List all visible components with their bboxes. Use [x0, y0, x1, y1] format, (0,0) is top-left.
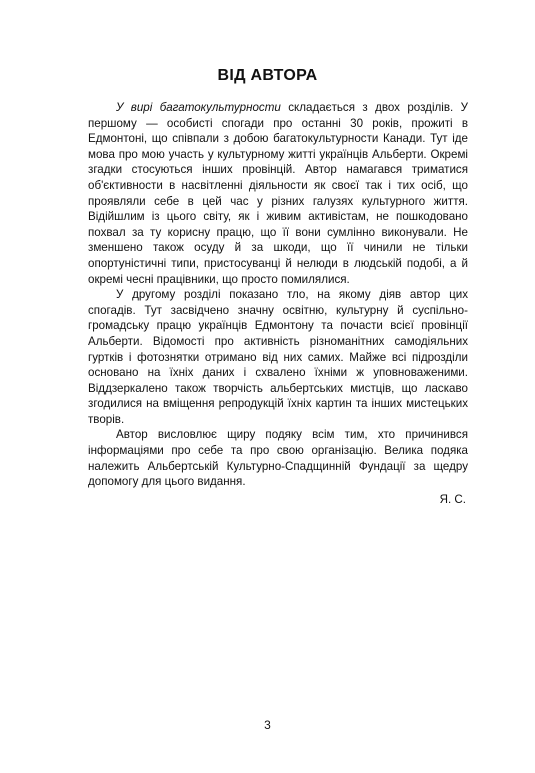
author-signature: Я. С. [439, 492, 466, 506]
book-title-italic: У вирі багатокультурности [116, 101, 281, 114]
paragraph-2: У другому розділі показано тло, на якому діяв автор цих спогадів. Тут засвідчено значну освітню, культурну й суспільно-громадську працю українців Едмонтону та почасти всієї провінції Альберти. Відомості про активність різноманітних самодіяльних гуртків і фотознятки отримано від них самих. Майже всі підрозділи основано на їхніх даних і схвалено їхніми ж уповноваженими. Віддзеркалено також творчість альбертських мистців, що ласкаво згодилися на вміщення репродукцій їхніх картин та інших мистецьких творів. [88, 288, 468, 426]
page-title: ВІД АВТОРА [217, 67, 318, 84]
paragraph-1 [88, 100, 468, 287]
paragraph-1-text: складається з двох розділів. У першому — особисті спогади про останні 30 років, прожиті в Едмонтоні, що співпали з добою багатокультурности Канади. Тут іде мова про мою участь у культурному житті українців Альберти. Окремі згадки стосуються інших провінцій. Автор намагався триматися об'єктивности в насвітленні діяльности як своєї так і тих осіб, що проявляли себе в цей час у різних галузях культурного життя. Відійшлим із цього світу, як і живим активістам, не пошкодовано похвал за ту корисну працю, що її вони сумлінно виконували. Не зменшено також осуду й за шкоди, що її чинили не тільки опортуністичні типи, пристосуванці й нелюди в людській подобі, а й окремі чесні працівники, що просто помилялися. [88, 101, 468, 286]
paragraph-3: Автор висловлює щиру подяку всім тим, хто причинився інформаціями про себе та про свою організацію. Велика подяка належить Альбертській Культурно-Спадщинній Фундації за щедру допомогу для цього видання. [88, 428, 468, 489]
body-text [88, 100, 468, 507]
page-number: 3 [264, 718, 271, 732]
